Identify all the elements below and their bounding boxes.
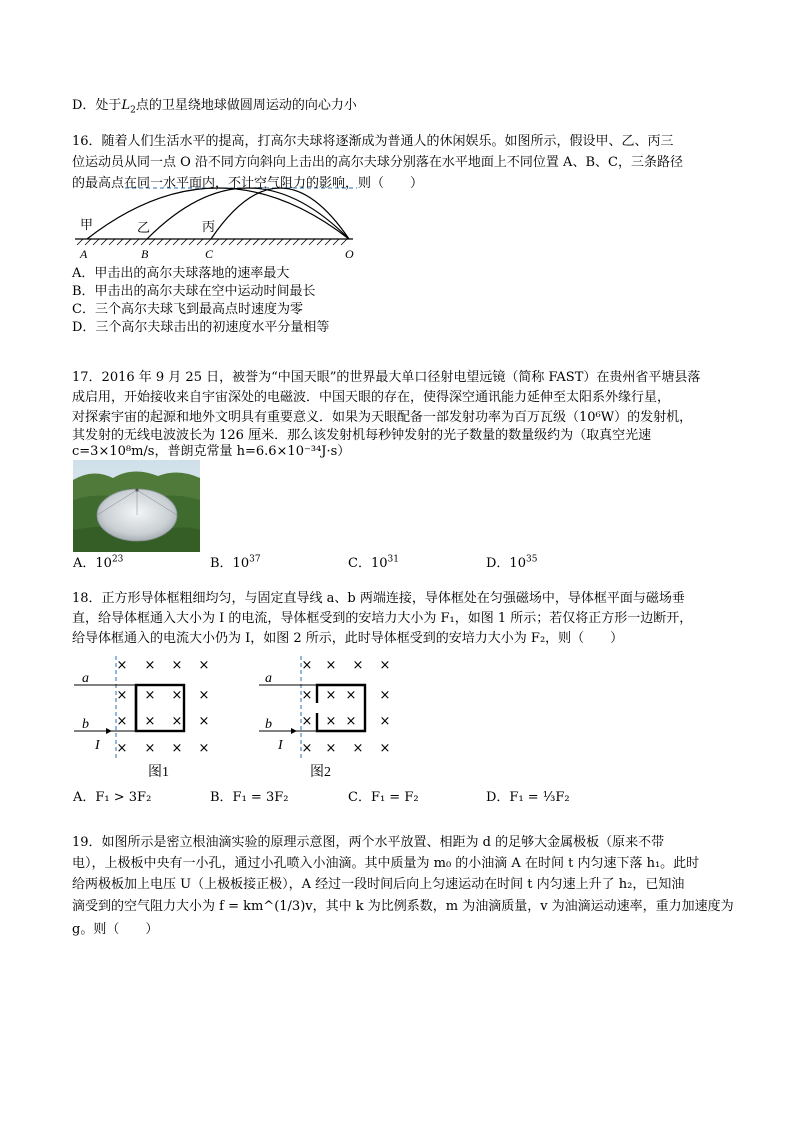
svg-text:×: × xyxy=(379,688,391,703)
q19-stem-line3: 给两极板加上电压 U（上极板接正极），A 经过一段时间后向上匀速运动在时间 t 内匀速上升了 h₂，已知油 xyxy=(72,877,685,892)
q17-option-b: B．$10^{37}$ xyxy=(210,554,261,571)
cross-mark: × xyxy=(116,658,128,673)
svg-text:×: × xyxy=(116,741,128,756)
svg-text:×: × xyxy=(198,658,210,673)
svg-text:×: × xyxy=(171,741,183,756)
svg-text:×: × xyxy=(116,688,128,703)
q18-stem-line2: 直，给导体框通入大小为 I 的电流，导体框受到的安培力大小为 F₁，如图 1 所示；若仅将正方形一边断开， xyxy=(72,611,693,626)
q16-option-c: C．三个高尔夫球飞到最高点时速度为零 xyxy=(72,302,303,317)
trajectory-bing xyxy=(211,188,349,239)
svg-text:×: × xyxy=(116,714,128,729)
q16-option-a: A．甲击出的高尔夫球落地的速率最大 xyxy=(72,266,290,281)
label-jia: 甲 xyxy=(80,217,94,232)
label-B: B xyxy=(141,247,149,261)
q16-stem-line1: 16．随着人们生活水平的提高，打高尔夫球将逐渐成为普通人的休闲娱乐。如图所示，假设甲、乙、丙三 xyxy=(72,134,674,149)
q17-stem-line4: 其发射的无线电波波长为 126 厘米．那么该发射机每秒钟发射的光子数量的数量级约为（取真空光速 xyxy=(72,428,652,443)
q18-option-b: B．F₁ = 3F₂ xyxy=(210,790,289,805)
q16-stem-line2: 位运动员从同一点 O 沿不同方向斜向上击出的高尔夫球分别落在水平地面上不同位置 A、B、C，三条路径 xyxy=(72,155,683,170)
q17-option-c: C．$10^{31}$ xyxy=(348,554,399,571)
svg-text:×: × xyxy=(352,658,364,673)
q16-option-b: B．甲击出的高尔夫球在空中运动时间最长 xyxy=(72,284,316,299)
svg-text:×: × xyxy=(301,658,313,673)
label-I: I xyxy=(95,738,100,753)
q19-stem-line5: g。则（ ） xyxy=(72,922,159,937)
current-arrow-icon xyxy=(291,728,297,734)
q18-option-d: D．F₁ = ⅓F₂ xyxy=(486,790,570,805)
svg-text:×: × xyxy=(301,741,313,756)
q18-stem-line1: 18．正方形导体框粗细均匀，与固定直导线 a、b 两端连接，导体框处在匀强磁场中，导体框平面与磁场垂 xyxy=(72,591,685,606)
svg-text:×: × xyxy=(325,714,337,729)
svg-text:×: × xyxy=(144,688,156,703)
broken-square-frame xyxy=(317,685,365,731)
label-A: A xyxy=(80,247,88,261)
svg-text:×: × xyxy=(301,714,313,729)
q18-option-c: C．F₁ = F₂ xyxy=(348,790,419,805)
fast-telescope-photo xyxy=(73,460,200,552)
svg-text:×: × xyxy=(325,688,337,703)
ground-hatch xyxy=(77,239,347,245)
svg-text:×: × xyxy=(379,714,391,729)
svg-text:×: × xyxy=(144,658,156,673)
q16-option-d: D．三个高尔夫球击出的初速度水平分量相等 xyxy=(72,320,330,335)
svg-text:×: × xyxy=(301,688,313,703)
caption-figure-2: 图2 xyxy=(310,765,331,780)
svg-text:×: × xyxy=(379,658,391,673)
q17-option-d: D．$10^{35}$ xyxy=(486,554,538,571)
q17-stem-line2: 成启用，开始接收来自宇宙深处的电磁波．中国天眼的存在，使得深空通讯能力延伸至太阳系外缘行星， xyxy=(72,390,671,405)
golf-trajectory-figure xyxy=(65,185,365,265)
svg-text:×: × xyxy=(198,741,210,756)
caption-figure-1: 图1 xyxy=(148,765,169,780)
label-C: C xyxy=(205,247,214,261)
figure-1 xyxy=(70,652,220,782)
svg-text:×: × xyxy=(144,741,156,756)
q19-stem-line2: 电），上极板中央有一小孔，通过小孔喷入小油滴。其中质量为 m₀ 的小油滴 A 在时间 t 内匀速下落 h₁。此时 xyxy=(72,856,700,871)
label-b: b xyxy=(82,717,89,732)
q17-stem-line5: c=3×10⁸m/s，普朗克常量 h=6.6×10⁻³⁴J·s） xyxy=(72,444,351,459)
label-a: a xyxy=(265,671,272,686)
label-O: O xyxy=(345,247,354,261)
svg-text:×: × xyxy=(171,658,183,673)
label-bing: 丙 xyxy=(202,219,216,234)
svg-text:×: × xyxy=(198,688,210,703)
svg-text:×: × xyxy=(352,741,364,756)
q18-option-a: A．F₁ > 3F₂ xyxy=(73,790,152,805)
svg-text:×: × xyxy=(171,688,183,703)
current-arrow-icon xyxy=(106,728,112,734)
svg-text:×: × xyxy=(345,688,357,703)
trajectory-jia xyxy=(87,188,349,239)
trajectory-yi xyxy=(147,188,349,239)
svg-text:×: × xyxy=(144,714,156,729)
figure-2 xyxy=(255,652,405,782)
label-b: b xyxy=(265,717,272,732)
svg-text:×: × xyxy=(325,658,337,673)
q17-stem-line3: 对探索宇宙的起源和地外文明具有重要意义．如果为天眼配备一部发射功率为百万瓦级（10⁶W）的发射机， xyxy=(72,410,693,425)
q17-stem-line1: 17．2016 年 9 月 25 日，被誉为“中国天眼”的世界最大单口径射电望远镜（简称 FAST）在贵州省平塘县落 xyxy=(72,370,701,385)
q19-stem-line1: 19．如图所示是密立根油滴实验的原理示意图，两个水平放置、相距为 d 的足够大金属极板（原来不带 xyxy=(72,835,665,850)
svg-text:×: × xyxy=(171,714,183,729)
label-a: a xyxy=(82,671,89,686)
label-I: I xyxy=(278,738,283,753)
svg-text:×: × xyxy=(325,741,337,756)
q19-stem-line4: 滴受到的空气阻力大小为 f = km^(1/3)v，其中 k 为比例系数，m 为油滴质量，v 为油滴运动速率，重力加速度为 xyxy=(72,899,734,914)
svg-text:×: × xyxy=(345,714,357,729)
q18-stem-line3: 给导体框通入的电流大小仍为 I，如图 2 所示，此时导体框受到的安培力大小为 F₂，则（ ） xyxy=(72,631,624,646)
q17-option-a: A．$10^{23}$ xyxy=(73,554,124,571)
label-yi: 乙 xyxy=(137,220,151,235)
q15-option-d: D．处于$L_2$点的卫星绕地球做圆周运动的向心力小 xyxy=(72,98,357,116)
svg-text:×: × xyxy=(379,741,391,756)
q16-stem-line3: 的最高点在同一水平面内，不计空气阻力的影响，则（ ） xyxy=(72,176,424,191)
svg-text:×: × xyxy=(198,714,210,729)
